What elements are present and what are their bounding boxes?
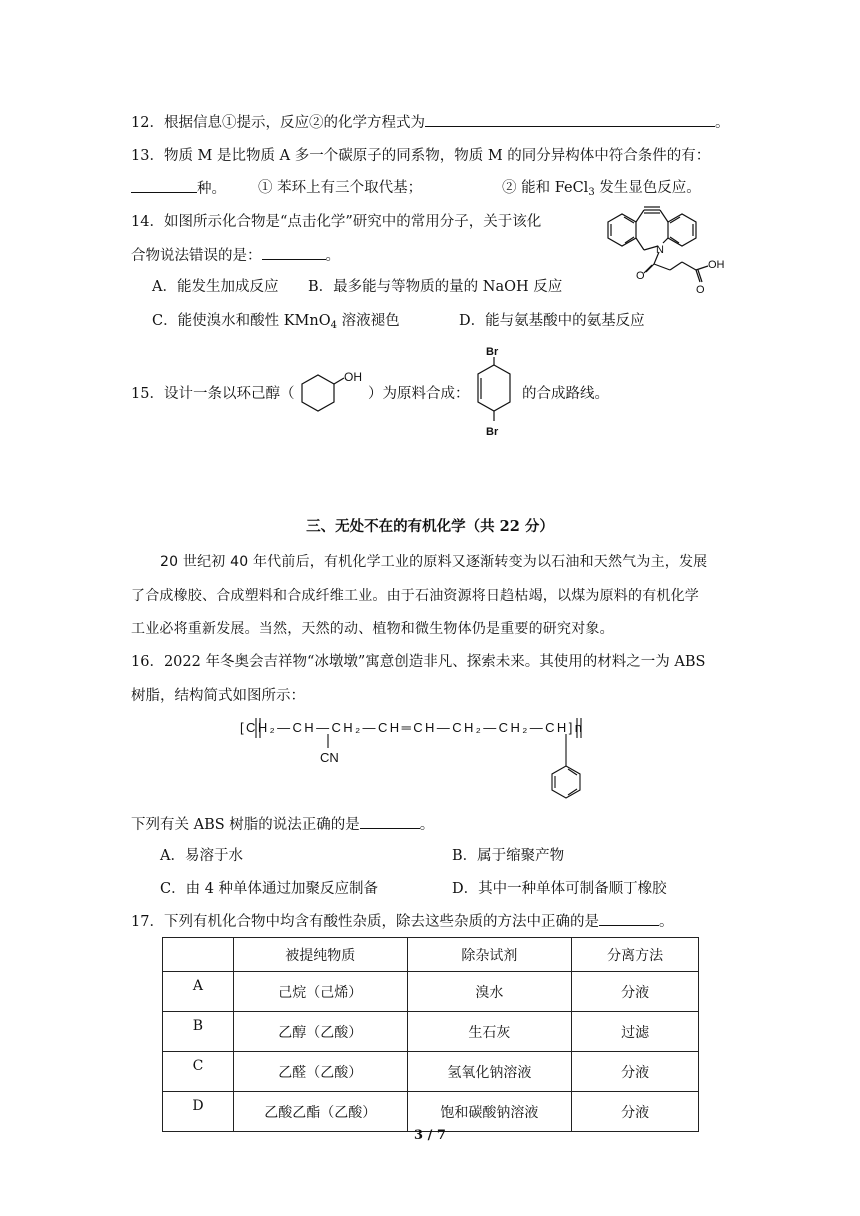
answer-blank[interactable] (131, 178, 197, 193)
section-intro-line3: 工业必将重新发展。当然，天然的动、植物和微生物体仍是重要的研究对象。 (131, 621, 614, 637)
table-cell: 饱和碳酸钠溶液 (407, 1092, 572, 1132)
oh-label: OH (344, 370, 362, 384)
section-intro-line1: 20 世纪初 40 年代前后，有机化学工业的原料又逐渐转变为以石油和天然气为主，发展 (160, 554, 708, 570)
question-14-line2: 合物说法错误的是： 。 (131, 245, 340, 266)
table-cell: B (163, 1012, 234, 1052)
section-title: 三、无处不在的有机化学（共 22 分） (306, 518, 554, 535)
table-cell: A (163, 972, 234, 1012)
table-header-cell: 分离方法 (572, 938, 699, 972)
table-row (163, 1052, 699, 1092)
condition-2: ② 能和 FeCl$_3$ 发生显色反应。 (502, 180, 701, 198)
question-12: 12．根据信息①提示，反应②的化学方程式为 。 (131, 112, 729, 133)
answer-blank[interactable] (262, 245, 326, 260)
question-15-end: 的合成路线。 (522, 386, 609, 402)
table-row (163, 1092, 699, 1132)
question-17: 17．下列有机化合物中均含有酸性杂质，除去这些杂质的方法中正确的是 。 (131, 911, 673, 932)
q16-option-a: A．易溶于水 (160, 848, 243, 864)
abs-formula: [CH₂—CH—CH₂—CH═CH—CH₂—CH₂—CH]n (240, 720, 582, 735)
question-13-conditions: 种。 (131, 178, 226, 199)
question-16-line2: 树脂，结构简式如图所示： (131, 688, 305, 704)
cn-label: CN (320, 750, 339, 765)
q16-option-d: D．其中一种单体可制备顺丁橡胶 (452, 881, 667, 897)
answer-blank[interactable] (425, 112, 715, 127)
q16-option-b: B．属于缩聚产物 (452, 848, 565, 864)
table-cell: 分液 (572, 1092, 699, 1132)
question-13-text: 13．物质 M 是比物质 A 多一个碳原子的同系物，物质 M 的同分异构体中符合条件的有： (131, 148, 711, 164)
table-cell: D (163, 1092, 234, 1132)
q14-option-b: B．最多能与等物质的量的 NaOH 反应 (308, 279, 563, 295)
table-cell: 生石灰 (407, 1012, 572, 1052)
table-cell: 乙醛（乙酸） (233, 1052, 407, 1092)
mol-n-label: N (656, 244, 664, 256)
table-header-cell: 除杂试剂 (407, 938, 572, 972)
q14-option-d: D．能与氨基酸中的氨基反应 (459, 313, 645, 329)
table-cell: 分液 (572, 972, 699, 1012)
q16-option-c: C．由 4 种单体通过加聚反应制备 (160, 881, 379, 897)
dibromocyclohexene-structure (462, 343, 520, 443)
condition-1: ① 苯环上有三个取代基； (258, 180, 423, 196)
mol-oh-label: OH (708, 259, 725, 271)
table-header-row (163, 938, 699, 972)
table-cell: 己烷（己烯） (233, 972, 407, 1012)
table-cell: 乙醇（乙酸） (233, 1012, 407, 1052)
q14-option-c: C．能使溴水和酸性 KMnO$_4$ 溶液褪色 (152, 313, 400, 331)
table-row (163, 972, 699, 1012)
cyclohexanol-structure (290, 364, 370, 424)
question-15: 15．设计一条以环己醇（ (131, 386, 295, 402)
page-number: 3 / 7 (414, 1128, 446, 1143)
question-16-line1: 16．2022 年冬奥会吉祥物“冰墩墩”寓意创造非凡、探索未来。其使用的材料之一为 ABS (131, 654, 706, 670)
question-16-stem: 下列有关 ABS 树脂的说法正确的是 。 (131, 814, 434, 835)
answer-blank[interactable] (599, 911, 659, 926)
q14-molecule-structure (584, 200, 734, 300)
table-cell: 分液 (572, 1052, 699, 1092)
question-12-text: 12．根据信息①提示，反应②的化学方程式为 (131, 115, 425, 131)
br-label: Br (486, 426, 499, 438)
table-cell: 过滤 (572, 1012, 699, 1052)
section-intro-line2: 了合成橡胶、合成塑料和合成纤维工业。由于石油资源将日趋枯竭，以煤为原料的有机化学 (131, 588, 699, 604)
table-cell: 溴水 (407, 972, 572, 1012)
purification-table (162, 937, 699, 1132)
table-row (163, 1012, 699, 1052)
question-13 (131, 146, 710, 166)
br-label: Br (486, 346, 499, 358)
abs-resin-structure (240, 710, 620, 805)
table-header-cell: 被提纯物质 (233, 938, 407, 972)
question-14-line1: 14．如图所示化合物是“点击化学”研究中的常用分子，关于该化 (131, 214, 542, 230)
table-cell: 乙酸乙酯（乙酸） (233, 1092, 407, 1132)
q14-option-a: A．能发生加成反应 (152, 279, 279, 295)
table-cell: 氢氧化钠溶液 (407, 1052, 572, 1092)
answer-blank[interactable] (360, 814, 420, 829)
mol-o-label: O (636, 270, 645, 282)
question-15-mid: ）为原料合成： (368, 386, 470, 402)
table-cell: C (163, 1052, 234, 1092)
mol-o-label: O (696, 284, 705, 296)
table-header-cell (163, 938, 234, 972)
